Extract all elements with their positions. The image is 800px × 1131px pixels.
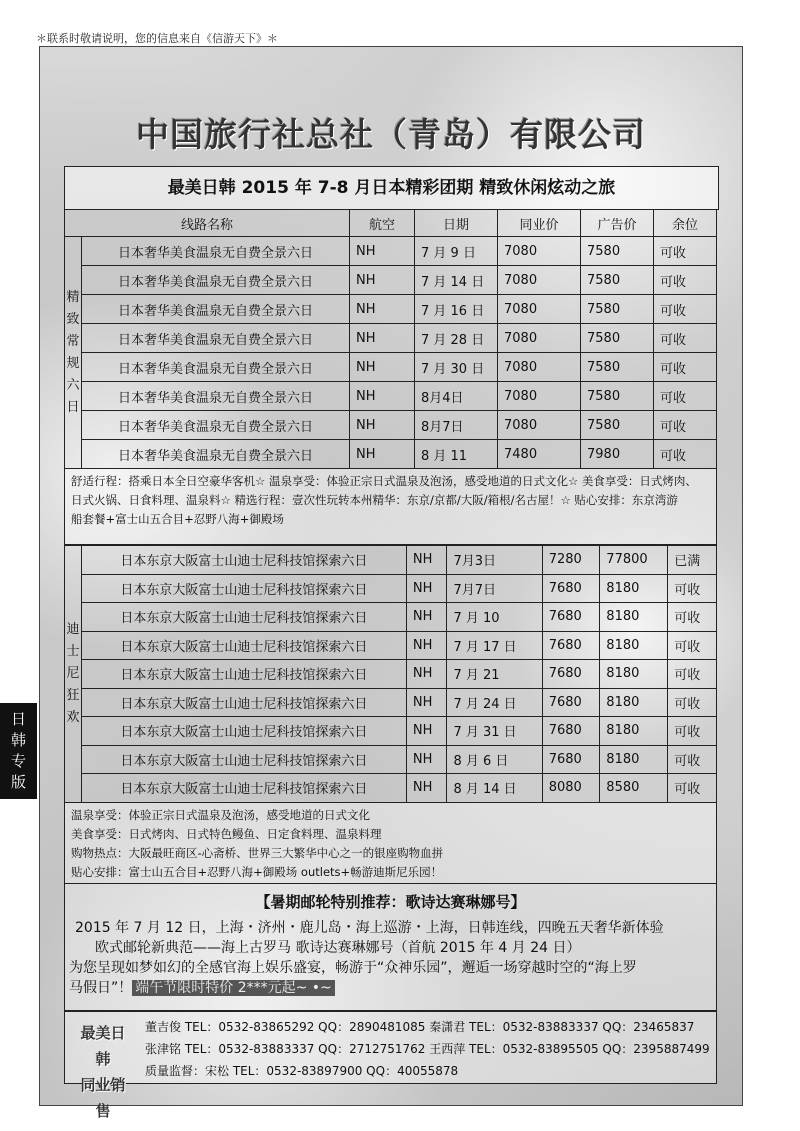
route-name: 日本东京大阪富士山迪士尼科技馆探索六日	[82, 660, 407, 689]
trade-price: 7680	[542, 688, 600, 717]
japan-korea-tab	[0, 703, 37, 799]
airline: NH	[350, 324, 415, 353]
airline: NH	[406, 603, 447, 632]
tour-title: 最美日韩 2015 年 7-8 月日本精彩团期 精致休闲炫动之旅	[64, 166, 719, 210]
date: 7 月 16 日	[415, 295, 498, 324]
logo-line: 最美日韩	[80, 1024, 126, 1068]
seats: 可收	[654, 353, 717, 382]
tab-char: 版	[10, 773, 26, 791]
category-char: 六	[66, 377, 80, 393]
trade-price: 7080	[498, 324, 581, 353]
tab-char: 专	[10, 752, 26, 770]
table-row	[65, 546, 717, 575]
cruise-line: 2015 年 7 月 12 日，上海・济州・鹿儿岛・海上巡游・上海，日韩连线，四晚五天奢华新体验	[75, 920, 664, 936]
table-row	[65, 237, 717, 266]
table-row	[65, 440, 717, 469]
trade-price: 7680	[542, 745, 600, 774]
seats: 可收	[654, 324, 717, 353]
contact-row: 张津铭 TEL：0532-83883337 QQ：2712751762 王西萍 TEL：0532-83895505 QQ：2395887499	[145, 1042, 710, 1056]
trade-price: 7080	[498, 266, 581, 295]
trade-price: 7080	[498, 295, 581, 324]
airline: NH	[350, 295, 415, 324]
trade-price: 7480	[498, 440, 581, 469]
date: 8月7日	[415, 411, 498, 440]
ad-price: 8180	[600, 574, 668, 603]
seats: 可收	[654, 382, 717, 411]
airline: NH	[406, 631, 447, 660]
ad-price: 8180	[600, 631, 668, 660]
route-name: 日本东京大阪富士山迪士尼科技馆探索六日	[82, 546, 407, 575]
route-name: 日本奢华美食温泉无自费全景六日	[82, 266, 350, 295]
airline: NH	[350, 440, 415, 469]
ad-price: 8180	[600, 745, 668, 774]
seats: 可收	[654, 266, 717, 295]
sales-contacts	[64, 1011, 717, 1120]
airline: NH	[350, 411, 415, 440]
category-char: 规	[66, 355, 80, 371]
date: 7 月 30 日	[415, 353, 498, 382]
trade-price: 7680	[542, 574, 600, 603]
route-name: 日本东京大阪富士山迪士尼科技馆探索六日	[82, 774, 407, 803]
cruise-price-highlight: 端午节限时特价 2***元起~ •~	[132, 980, 335, 996]
seats: 可收	[668, 717, 717, 746]
date: 7 月 17 日	[447, 631, 542, 660]
table-row	[65, 745, 717, 774]
table-row	[65, 774, 717, 803]
ad-price: 7980	[581, 440, 654, 469]
route-name: 日本东京大阪富士山迪士尼科技馆探索六日	[82, 717, 407, 746]
trade-price: 8080	[542, 774, 600, 803]
date: 7 月 28 日	[415, 324, 498, 353]
table-row	[65, 688, 717, 717]
airline: NH	[406, 774, 447, 803]
table-row	[65, 574, 717, 603]
route-name: 日本奢华美食温泉无自费全景六日	[82, 353, 350, 382]
cruise-line: 为您呈现如梦如幻的全感官海上娱乐盛宴，畅游于“众神乐园”，邂逅一场穿越时空的“海上罗	[69, 960, 637, 976]
header-seats: 余位	[654, 210, 717, 237]
ad-price: 7580	[581, 295, 654, 324]
date: 7 月 21	[447, 660, 542, 689]
airline: NH	[406, 745, 447, 774]
disney-tour-description	[64, 803, 717, 884]
route-name: 日本东京大阪富士山迪士尼科技馆探索六日	[82, 631, 407, 660]
airline: NH	[406, 688, 447, 717]
category-char: 精	[66, 289, 80, 305]
trade-price: 7080	[498, 353, 581, 382]
airline: NH	[350, 382, 415, 411]
seats: 可收	[668, 574, 717, 603]
description-line: 船套餐+富士山五合目+忍野八海+御殿场	[71, 512, 284, 526]
airline: NH	[406, 546, 447, 575]
ad-price: 8180	[600, 603, 668, 632]
trade-price: 7080	[498, 237, 581, 266]
table-row	[65, 631, 717, 660]
route-name: 日本奢华美食温泉无自费全景六日	[82, 411, 350, 440]
cruise-line	[69, 978, 706, 998]
flyer-frame	[39, 46, 743, 1120]
table-row	[65, 382, 717, 411]
category-char: 士	[66, 643, 80, 659]
category-char: 狂	[66, 687, 80, 703]
table-row	[65, 660, 717, 689]
date: 8 月 6 日	[447, 745, 542, 774]
airline: NH	[350, 237, 415, 266]
ad-price: 8180	[600, 660, 668, 689]
ad-price: 8180	[600, 688, 668, 717]
sales-logo	[75, 1020, 131, 1120]
route-name: 日本奢华美食温泉无自费全景六日	[82, 440, 350, 469]
category-char: 常	[66, 333, 80, 349]
airline: NH	[350, 266, 415, 295]
table-header	[65, 210, 717, 237]
category-label	[65, 546, 82, 803]
date: 8 月 14 日	[447, 774, 542, 803]
company-name: 中国旅行社总社（青岛）有限公司	[136, 115, 646, 154]
route-name: 日本东京大阪富士山迪士尼科技馆探索六日	[82, 574, 407, 603]
category-char: 致	[66, 311, 80, 327]
seats: 可收	[654, 411, 717, 440]
route-name: 日本奢华美食温泉无自费全景六日	[82, 237, 350, 266]
table-row	[65, 603, 717, 632]
category-char: 日	[66, 399, 80, 415]
description-line: 舒适行程：搭乘日本全日空豪华客机☆ 温泉享受：体验正宗日式温泉及泡汤，感受地道的日式文化☆ 美食享受：日式烤肉、	[71, 474, 697, 488]
cruise-line-end: 马假日”！	[69, 980, 133, 996]
regular-tour-description	[64, 469, 717, 545]
disney-tour-table	[64, 545, 717, 803]
category-label	[65, 237, 82, 469]
seats: 可收	[668, 660, 717, 689]
header-ad-price: 广告价	[581, 210, 654, 237]
seats: 可收	[668, 745, 717, 774]
seats: 可收	[668, 603, 717, 632]
seats: 可收	[654, 237, 717, 266]
date: 7 月 14 日	[415, 266, 498, 295]
route-name: 日本东京大阪富士山迪士尼科技馆探索六日	[82, 688, 407, 717]
date: 7 月 10	[447, 603, 542, 632]
airline: NH	[406, 717, 447, 746]
category-char: 迪	[66, 621, 80, 637]
route-name: 日本奢华美食温泉无自费全景六日	[82, 382, 350, 411]
airline: NH	[406, 574, 447, 603]
cruise-title: 【暑期邮轮特别推荐：歌诗达赛琳娜号】	[255, 893, 526, 911]
trade-price: 7680	[542, 603, 600, 632]
trade-price: 7080	[498, 382, 581, 411]
date: 7 月 24 日	[447, 688, 542, 717]
ad-price: 7580	[581, 266, 654, 295]
table-row	[65, 266, 717, 295]
description-line: 日式火锅、日食料理、温泉料☆ 精选行程：壹次性玩转本州精华：东京/京都/大阪/箱根/名古屋！☆ 贴心安排：东京湾游	[71, 493, 678, 507]
description-line: 美食享受：日式烤肉、日式特色鳗鱼、日定食料理、温泉料理	[71, 827, 382, 841]
category-char: 欢	[66, 709, 80, 725]
table-row	[65, 324, 717, 353]
description-line: 贴心安排：富士山五合目+忍野八海+御殿场 outlets+畅游迪斯尼乐园！	[71, 865, 443, 879]
seats: 可收	[668, 688, 717, 717]
tab-char: 韩	[10, 731, 26, 749]
route-name: 日本奢华美食温泉无自费全景六日	[82, 295, 350, 324]
ad-price: 8580	[600, 774, 668, 803]
trade-price: 7280	[542, 546, 600, 575]
date: 8月4日	[415, 382, 498, 411]
tab-char: 日	[10, 710, 26, 728]
source-note: ＊联系时敬请说明，您的信息来自《信游天下》＊	[36, 32, 278, 45]
seats: 可收	[654, 295, 717, 324]
trade-price: 7680	[542, 660, 600, 689]
date: 7 月 9 日	[415, 237, 498, 266]
description-line: 购物热点：大阪最旺商区-心斋桥、世界三大繁华中心之一的银座购物血拼	[71, 846, 444, 860]
seats: 可收	[654, 440, 717, 469]
description-line: 温泉享受：体验正宗日式温泉及泡汤，感受地道的日式文化	[71, 808, 370, 822]
header-trade-price: 同业价	[498, 210, 581, 237]
category-char: 尼	[66, 665, 80, 681]
ad-price: 7580	[581, 382, 654, 411]
table-row	[65, 353, 717, 382]
cruise-promo	[64, 884, 717, 1011]
date: 8 月 11	[415, 440, 498, 469]
header-route: 线路名称	[65, 210, 350, 237]
logo-line: 同业销售	[80, 1076, 126, 1120]
route-name: 日本东京大阪富士山迪士尼科技馆探索六日	[82, 603, 407, 632]
date: 7月3日	[447, 546, 542, 575]
trade-price: 7680	[542, 717, 600, 746]
contact-row: 质量监督：宋松 TEL：0532-83897900 QQ：40055878	[145, 1064, 459, 1078]
table-row	[65, 295, 717, 324]
ad-price: 8180	[600, 717, 668, 746]
table-row	[65, 411, 717, 440]
ad-price: 7580	[581, 411, 654, 440]
ad-price: 7580	[581, 353, 654, 382]
ad-price: 7580	[581, 324, 654, 353]
seats: 已满	[668, 546, 717, 575]
ad-price: 7580	[581, 237, 654, 266]
route-name: 日本东京大阪富士山迪士尼科技馆探索六日	[82, 745, 407, 774]
date: 7月7日	[447, 574, 542, 603]
regular-tour-table	[64, 209, 717, 469]
date: 7 月 31 日	[447, 717, 542, 746]
header-date: 日期	[415, 210, 498, 237]
airline: NH	[406, 660, 447, 689]
ad-price: 77800	[600, 546, 668, 575]
trade-price: 7680	[542, 631, 600, 660]
cruise-line: 欧式邮轮新典范——海上古罗马 歌诗达赛琳娜号（首航 2015 年 4 月 24 日）	[95, 940, 581, 956]
seats: 可收	[668, 774, 717, 803]
route-name: 日本奢华美食温泉无自费全景六日	[82, 324, 350, 353]
header-airline: 航空	[350, 210, 415, 237]
trade-price: 7080	[498, 411, 581, 440]
contact-row: 董吉俊 TEL：0532-83865292 QQ：2890481085 秦潇君 TEL：0532-83883337 QQ：23465837	[145, 1020, 695, 1034]
table-row	[65, 717, 717, 746]
seats: 可收	[668, 631, 717, 660]
airline: NH	[350, 353, 415, 382]
